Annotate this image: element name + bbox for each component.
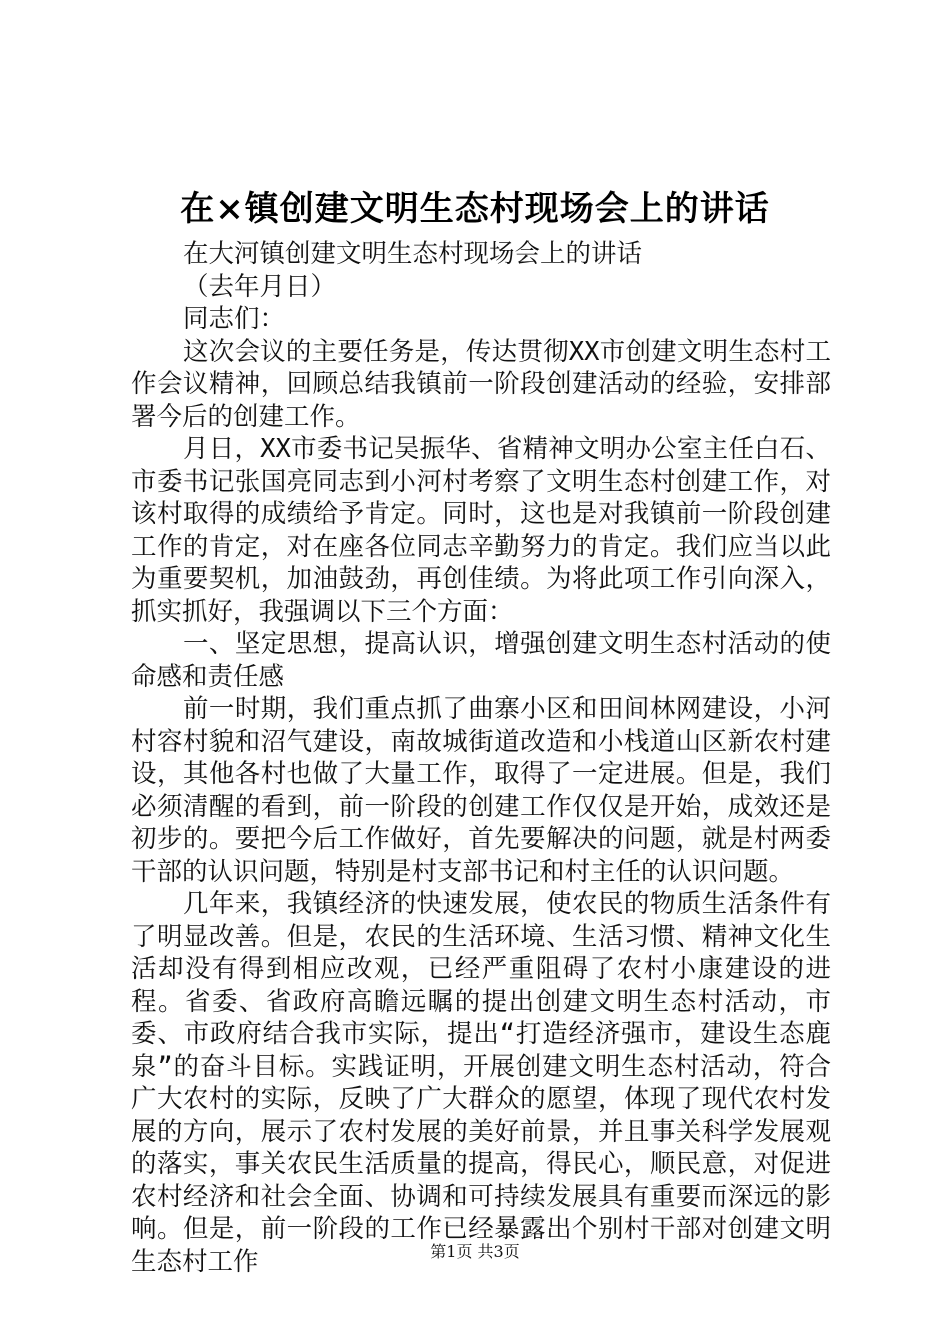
salutation: 同志们：	[183, 304, 286, 334]
paragraph: 几年来，我镇经济的快速发展，使农民的物质生活条件有了明显改善。但是，农民的生活环境、生活习惯、精神文化生活却没有得到相应改观，已经严重阻碍了农村小康建设的进程。省委、省政府高瞻远瞩的提出创建文明生态村活动，市委、市政府结合我市实际，提出“打造经济强市，建设生态鹿泉”的奋斗目标。实践证明，开展创建文明生态村活动，符合广大农村的实际，反映了广大群众的愿望，体现了现代农村发展的方向，展示了农村发展的美好前景，并且事关科学发展观的落实，事关农民生活质量的提高，得民心，顺民意，对促进农村经济和社会全面、协调和可持续发展具有重要而深远的影响。但是，前一阶段的工作已经暴露出个别村干部对创建文明生态村工作	[131, 889, 831, 1277]
paragraph: 这次会议的主要任务是，传达贯彻XX市创建文明生态村工作会议精神，回顾总结我镇前一阶段创建活动的经验，安排部署今后的创建工作。	[131, 336, 831, 432]
document-body	[131, 238, 831, 1278]
speech-date: （去年月日）	[183, 271, 337, 302]
paragraph: 前一时期，我们重点抓了曲寨小区和田间林网建设，小河村容村貌和沼气建设，南故城街道改造和小栈道山区新农村建设，其他各村也做了大量工作，取得了一定进展。但是，我们必须清醒的看到，前一阶段的创建工作仅仅是开始，成效还是初步的。要把今后工作做好，首先要解决的问题，就是村两委干部的认识问题，特别是村支部书记和村主任的认识问题。	[131, 694, 831, 887]
section-heading: 一、坚定思想，提高认识，增强创建文明生态村活动的使命感和责任感	[131, 629, 831, 692]
document-title: 在×镇创建文明生态村现场会上的讲话	[180, 189, 770, 229]
paragraph: 月日，XX市委书记吴振华、省精神文明办公室主任白石、市委书记张国亮同志到小河村考察了文明生态村创建工作，对该村取得的成绩给予肯定。同时，这也是对我镇前一阶段创建工作的肯定，对在座各位同志辛勤努力的肯定。我们应当以此为重要契机，加油鼓劲，再创佳绩。为将此项工作引向深入，抓实抓好，我强调以下三个方面：	[131, 434, 831, 627]
page-number-footer: 第1页 共3页	[430, 1242, 520, 1261]
speech-subtitle: 在大河镇创建文明生态村现场会上的讲话	[183, 239, 643, 269]
